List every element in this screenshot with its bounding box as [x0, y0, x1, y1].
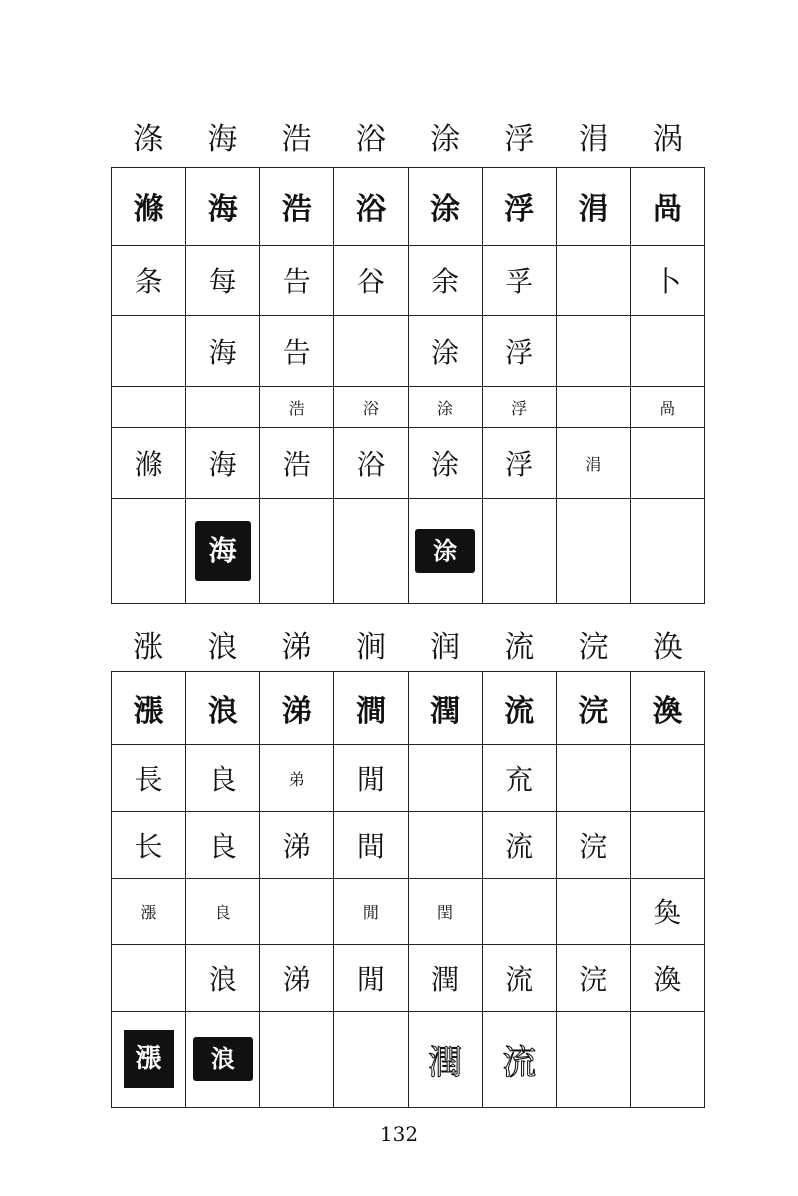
glyph-cell: 渙 — [630, 945, 704, 1012]
glyph-cell: 咼 — [630, 168, 704, 246]
glyph-cell: 每 — [186, 245, 260, 316]
glyph-cell: 良 — [186, 811, 260, 878]
glyph-cell — [334, 498, 408, 603]
glyph-cell: 浪 — [186, 672, 260, 745]
glyph-cell: 涓 — [556, 428, 630, 499]
glyph-cell: 涕 — [260, 945, 334, 1012]
glyph-cell: 閒 — [334, 945, 408, 1012]
glyph-cell — [408, 811, 482, 878]
glyph-cell: 浴 — [334, 386, 408, 427]
glyph-cell — [556, 498, 630, 603]
glyph-cell: 渙 — [630, 672, 704, 745]
glyph-row — [112, 745, 705, 812]
glyph-cell: 涂 — [408, 428, 482, 499]
header-char: 涓 — [578, 122, 609, 157]
glyph-cell: 浴 — [334, 428, 408, 499]
section2-header-row — [111, 628, 705, 668]
glyph-cell — [630, 428, 704, 499]
glyph-cell — [408, 498, 482, 603]
glyph-row — [112, 428, 705, 499]
glyph-cell — [408, 745, 482, 812]
glyph-cell — [556, 1011, 630, 1107]
glyph-row — [112, 1011, 705, 1107]
glyph-cell — [556, 245, 630, 316]
glyph-cell: 滌 — [112, 168, 186, 246]
glyph-cell: 潤 — [408, 672, 482, 745]
glyph-cell: 浩 — [260, 386, 334, 427]
glyph-table-2 — [111, 671, 705, 1108]
glyph-cell — [630, 1011, 704, 1107]
glyph-cell — [112, 945, 186, 1012]
glyph-cell: 浮 — [482, 316, 556, 387]
seal-glyph: 潤 — [428, 1042, 463, 1083]
glyph-cell: 涕 — [260, 811, 334, 878]
section1-header-row — [111, 120, 705, 160]
glyph-row — [112, 386, 705, 427]
header-char: 涨 — [133, 630, 164, 665]
glyph-cell: 浮 — [482, 168, 556, 246]
glyph-cell: 浴 — [334, 168, 408, 246]
glyph-cell — [556, 386, 630, 427]
glyph-cell — [482, 498, 556, 603]
header-char: 浪 — [207, 630, 238, 665]
header-char: 涕 — [281, 630, 312, 665]
glyph-cell — [630, 811, 704, 878]
glyph-row — [112, 498, 705, 603]
glyph-cell: 奐 — [630, 878, 704, 945]
glyph-cell: 閒 — [334, 745, 408, 812]
seal-glyph: 漲 — [124, 1030, 174, 1088]
header-char: 浮 — [504, 122, 535, 157]
glyph-cell: 条 — [112, 245, 186, 316]
glyph-cell — [334, 1011, 408, 1107]
glyph-cell: 間 — [334, 811, 408, 878]
header-char: 涣 — [652, 630, 683, 665]
page-number: 132 — [379, 1122, 419, 1146]
glyph-cell: 浪 — [186, 945, 260, 1012]
glyph-cell: 澗 — [334, 672, 408, 745]
glyph-cell — [630, 498, 704, 603]
glyph-row — [112, 811, 705, 878]
glyph-row — [112, 316, 705, 387]
glyph-cell — [482, 1011, 556, 1107]
glyph-cell: 流 — [482, 945, 556, 1012]
glyph-cell: 浩 — [260, 428, 334, 499]
glyph-cell — [630, 745, 704, 812]
glyph-cell: 涓 — [556, 168, 630, 246]
header-char: 海 — [207, 122, 238, 157]
glyph-cell — [408, 1011, 482, 1107]
glyph-row — [112, 945, 705, 1012]
glyph-cell: 海 — [186, 168, 260, 246]
glyph-cell — [260, 498, 334, 603]
glyph-cell: 余 — [408, 245, 482, 316]
seal-glyph: 浪 — [193, 1037, 253, 1081]
header-char: 浩 — [281, 122, 312, 157]
glyph-cell: 浣 — [556, 672, 630, 745]
header-char: 涡 — [652, 122, 683, 157]
glyph-cell: 浮 — [482, 428, 556, 499]
glyph-row — [112, 878, 705, 945]
glyph-cell: 谷 — [334, 245, 408, 316]
glyph-cell: 长 — [112, 811, 186, 878]
glyph-cell — [112, 1011, 186, 1107]
glyph-cell: 涂 — [408, 316, 482, 387]
glyph-cell: 孚 — [482, 245, 556, 316]
header-char: 浴 — [355, 122, 386, 157]
glyph-cell: 涂 — [408, 386, 482, 427]
header-char: 涧 — [355, 630, 386, 665]
glyph-cell: 卜 — [630, 245, 704, 316]
glyph-cell: 涂 — [408, 168, 482, 246]
seal-glyph: 涂 — [415, 529, 475, 573]
glyph-row — [112, 168, 705, 246]
glyph-cell — [556, 878, 630, 945]
header-char: 流 — [504, 630, 535, 665]
glyph-cell: 弟 — [260, 745, 334, 812]
glyph-cell: 漲 — [112, 672, 186, 745]
glyph-cell — [482, 878, 556, 945]
glyph-cell — [186, 1011, 260, 1107]
glyph-cell: 告 — [260, 245, 334, 316]
glyph-cell: 告 — [260, 316, 334, 387]
glyph-cell — [556, 745, 630, 812]
glyph-cell: 涕 — [260, 672, 334, 745]
glyph-cell: 流 — [482, 672, 556, 745]
glyph-cell: 良 — [186, 878, 260, 945]
header-char: 浣 — [578, 630, 609, 665]
glyph-cell: 閏 — [408, 878, 482, 945]
glyph-cell — [260, 1011, 334, 1107]
header-char: 涤 — [133, 122, 164, 157]
glyph-cell — [112, 498, 186, 603]
glyph-cell: 浮 — [482, 386, 556, 427]
glyph-cell: 漲 — [112, 878, 186, 945]
glyph-cell: 潤 — [408, 945, 482, 1012]
glyph-cell: 流 — [482, 811, 556, 878]
glyph-cell: 浣 — [556, 945, 630, 1012]
glyph-cell: 滌 — [112, 428, 186, 499]
glyph-cell — [260, 878, 334, 945]
glyph-cell — [186, 498, 260, 603]
glyph-cell: 良 — [186, 745, 260, 812]
seal-glyph: 流 — [502, 1042, 537, 1083]
glyph-cell: 浩 — [260, 168, 334, 246]
glyph-cell: 㐬 — [482, 745, 556, 812]
seal-glyph: 海 — [195, 521, 251, 581]
glyph-cell — [186, 386, 260, 427]
glyph-table-1 — [111, 167, 705, 604]
glyph-cell — [334, 316, 408, 387]
glyph-cell — [630, 316, 704, 387]
glyph-row — [112, 245, 705, 316]
glyph-cell — [556, 316, 630, 387]
glyph-cell: 長 — [112, 745, 186, 812]
glyph-cell: 咼 — [630, 386, 704, 427]
glyph-cell — [112, 316, 186, 387]
header-char: 润 — [430, 630, 461, 665]
glyph-row — [112, 672, 705, 745]
glyph-cell: 海 — [186, 316, 260, 387]
glyph-cell: 浣 — [556, 811, 630, 878]
glyph-cell: 閒 — [334, 878, 408, 945]
glyph-cell — [112, 386, 186, 427]
glyph-cell: 海 — [186, 428, 260, 499]
header-char: 涂 — [430, 122, 461, 157]
